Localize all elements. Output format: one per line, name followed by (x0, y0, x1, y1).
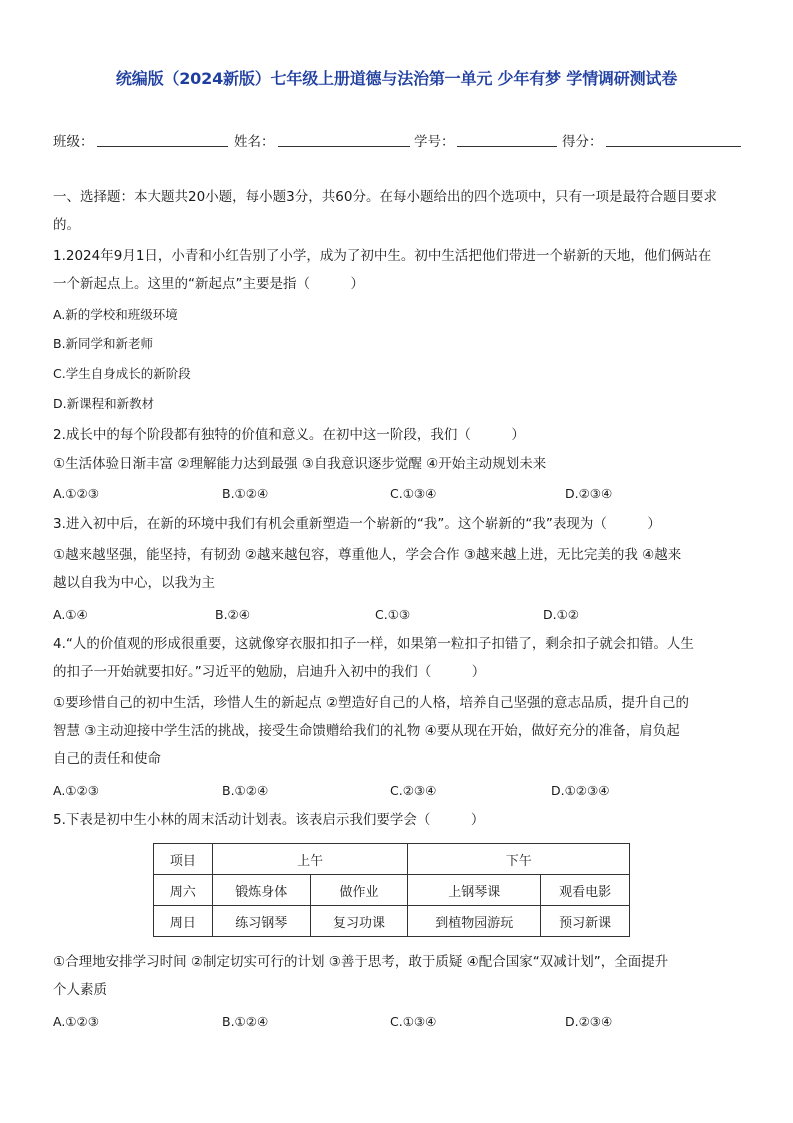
q3-option-d[interactable]: D.①② (543, 607, 580, 622)
table-cell: 上钢琴课 (408, 875, 541, 906)
student-info-row (53, 130, 743, 150)
table-header-cell: 下午 (408, 844, 630, 875)
table-row (154, 875, 630, 906)
section-instructions: 一、选择题：本大题共20小题，每小题3分，共60分。在每小题给出的四个选项中，只有一项是最符合题目要求 (53, 189, 717, 205)
q5-option-b[interactable]: B.①②④ (222, 1014, 269, 1029)
score-label: 得分： (562, 134, 603, 150)
table-cell: 观看电影 (541, 875, 630, 906)
question-4-stem-cont: 的扣子一开始就要扣好。”习近平的勉励，启迪升入初中的我们（ ） (53, 664, 486, 680)
page-title: 统编版（2024新版）七年级上册道德与法治第一单元 少年有梦 学情调研测试卷 (115, 69, 678, 88)
question-1-stem: 1.2024年9月1日，小青和小红告别了小学，成为了初中生。初中生活把他们带进一个崭新的天地，他们俩站在 (53, 248, 712, 264)
q2-option-b[interactable]: B.①②④ (222, 486, 269, 501)
question-4-stem: 4.“人的价值观的形成很重要，这就像穿衣服扣扣子一样，如果第一粒扣子扣错了，剩余扣子就会扣错。人生 (53, 636, 694, 652)
question-3-stem: 3.进入初中后，在新的环境中我们有机会重新塑造一个崭新的“我”。这个崭新的“我”表现为（ ） (53, 516, 661, 532)
q5-option-a[interactable]: A.①②③ (53, 1014, 99, 1029)
class-label: 班级： (53, 134, 94, 150)
q1-option-c[interactable]: C.学生自身成长的新阶段 (53, 366, 191, 381)
table-cell: 复习功课 (310, 906, 408, 937)
table-row (154, 906, 630, 937)
question-5-items-cont: 个人素质 (53, 982, 107, 998)
question-3-items: ①越来越坚强，能坚持，有韧劲 ②越来越包容，尊重他人，学会合作 ③越来越上进，无比完美的我 ④越来 (53, 547, 682, 563)
table-cell: 做作业 (310, 875, 408, 906)
question-3-items-cont: 越以自我为中心，以我为主 (53, 575, 215, 591)
q5-option-d[interactable]: D.②③④ (565, 1014, 613, 1029)
id-label: 学号： (414, 134, 455, 150)
q3-option-a[interactable]: A.①④ (53, 607, 88, 622)
table-header-cell: 上午 (212, 844, 408, 875)
question-1-stem-cont: 一个新起点上。这里的“新起点”主要是指（ ） (53, 276, 364, 292)
q4-option-b[interactable]: B.①②④ (222, 783, 269, 798)
question-5-stem: 5.下表是初中生小林的周末活动计划表。该表启示我们要学会（ ） (53, 812, 485, 828)
question-4-items-cont: 智慧 ③主动迎接中学生活的挑战，接受生命馈赠给我们的礼物 ④要从现在开始，做好充分的准备，肩负起 (53, 723, 680, 739)
question-4-items-cont2: 自己的责任和使命 (53, 751, 161, 767)
question-2-stem: 2.成长中的每个阶段都有独特的价值和意义。在初中这一阶段，我们（ ） (53, 427, 525, 443)
class-blank[interactable] (97, 146, 228, 147)
q4-option-d[interactable]: D.①②③④ (551, 783, 610, 798)
question-5-items: ①合理地安排学习时间 ②制定切实可行的计划 ③善于思考，敢于质疑 ④配合国家“双减计划”，全面提升 (53, 954, 669, 970)
q2-option-c[interactable]: C.①③④ (390, 486, 437, 501)
question-2-items: ①生活体验日渐丰富 ②理解能力达到最强 ③自我意识逐步觉醒 ④开始主动规划未来 (53, 456, 547, 472)
name-label: 姓名： (234, 134, 275, 150)
id-blank[interactable] (457, 146, 557, 147)
table-cell: 锻炼身体 (212, 875, 310, 906)
name-blank[interactable] (278, 146, 410, 147)
table-cell: 周日 (154, 906, 213, 937)
table-cell: 到植物园游玩 (408, 906, 541, 937)
section-instructions-cont: 的。 (53, 217, 80, 233)
q2-option-d[interactable]: D.②③④ (565, 486, 613, 501)
q3-option-b[interactable]: B.②④ (215, 607, 250, 622)
table-cell: 预习新课 (541, 906, 630, 937)
q4-option-a[interactable]: A.①②③ (53, 783, 99, 798)
table-header-cell: 项目 (154, 844, 213, 875)
q5-option-c[interactable]: C.①③④ (390, 1014, 437, 1029)
q3-option-c[interactable]: C.①③ (375, 607, 411, 622)
q1-option-b[interactable]: B.新同学和新老师 (53, 336, 154, 351)
weekend-plan-table (153, 843, 630, 937)
q1-option-a[interactable]: A.新的学校和班级环境 (53, 307, 178, 322)
table-cell: 周六 (154, 875, 213, 906)
table-cell: 练习钢琴 (212, 906, 310, 937)
q4-option-c[interactable]: C.②③④ (390, 783, 437, 798)
table-header-row (154, 844, 630, 875)
q2-option-a[interactable]: A.①②③ (53, 486, 99, 501)
score-blank[interactable] (606, 146, 741, 147)
q1-option-d[interactable]: D.新课程和新教材 (53, 396, 155, 411)
question-4-items: ①要珍惜自己的初中生活，珍惜人生的新起点 ②塑造好自己的人格，培养自己坚强的意志品质，提升自己的 (53, 695, 689, 711)
